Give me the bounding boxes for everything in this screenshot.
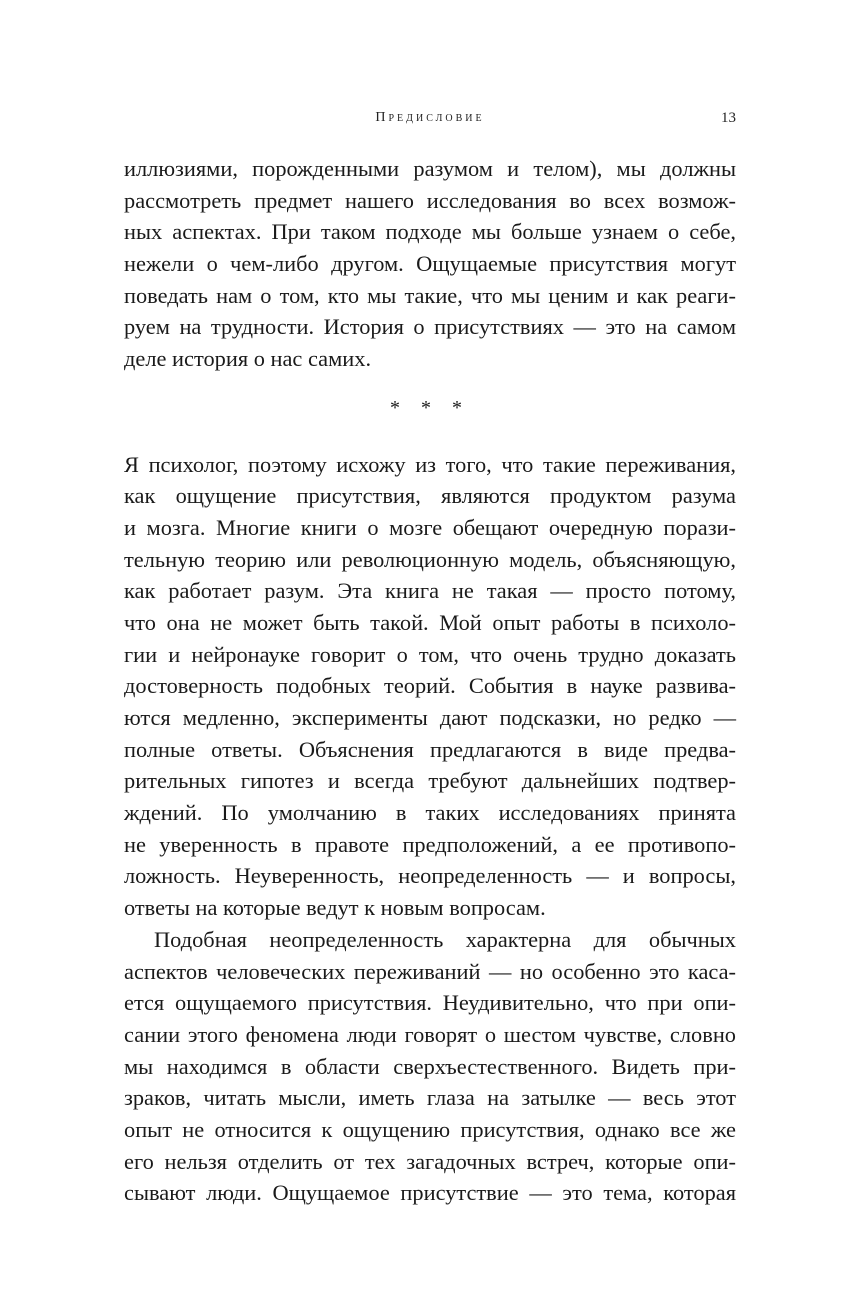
text-line: деле история о нас самих. xyxy=(124,346,372,372)
page-number: 13 xyxy=(721,110,736,126)
text-line: не уверенность в правоте предположений, а ее противопо- xyxy=(124,831,736,857)
running-head xyxy=(124,110,736,130)
text-line: рассмотреть предмет нашего исследования во всех возмож- xyxy=(124,187,736,213)
text-line: полные ответы. Объяснения предлагаются в виде предва- xyxy=(124,736,736,762)
text-line: и мозга. Многие книги о мозге обещают очередную порази- xyxy=(124,514,736,540)
text-line: ются медленно, эксперименты дают подсказки, но редко — xyxy=(124,705,736,730)
text-line: зраков, читать мысли, иметь глаза на затылке — весь этот xyxy=(124,1085,736,1111)
book-page xyxy=(124,0,736,1299)
text-line: аспектов человеческих переживаний — но особенно это каса- xyxy=(124,958,736,984)
text-line: ных аспектах. При таком подходе мы больше узнаем о себе, xyxy=(124,219,736,245)
text-line: иллюзиями, порожденными разумом и телом), мы должны xyxy=(124,156,736,181)
text-line: достоверность подобных теорий. События в науке развива- xyxy=(124,673,736,699)
text-line: Я психолог, поэтому исхожу из того, что такие переживания, xyxy=(124,451,736,477)
text-line: тельную теорию или революционную модель, объясняющую, xyxy=(124,546,736,572)
body-text xyxy=(124,153,736,1209)
text-line: опыт не относится к ощущению присутствия, однако все же xyxy=(124,1116,736,1142)
text-line: как ощущение присутствия, являются продуктом разума xyxy=(124,483,736,509)
text-line: руем на трудности. История о присутствиях — это на самом xyxy=(124,314,736,340)
text-line: мы находимся в области сверхъестественного. Видеть при- xyxy=(124,1053,736,1079)
text-line: его нельзя отделить от тех загадочных встреч, которые опи- xyxy=(124,1148,736,1174)
section-separator: * * * xyxy=(390,396,470,419)
text-line: ответы на которые ведут к новым вопросам. xyxy=(124,895,546,921)
text-line: как работает разум. Эта книга не такая — просто потому, xyxy=(124,578,736,604)
text-line: сании этого феномена люди говорят о шестом чувстве, словно xyxy=(124,1021,736,1047)
paragraph xyxy=(124,449,736,924)
text-line: рительных гипотез и всегда требуют дальнейших подтвер- xyxy=(124,768,736,794)
text-line: поведать нам о том, кто мы такие, что мы ценим и как реаги- xyxy=(124,282,736,308)
running-title: Предисловие xyxy=(375,110,485,125)
text-line: ется ощущаемого присутствия. Неудивительно, что при опи- xyxy=(124,990,736,1016)
paragraph xyxy=(124,924,736,1209)
text-line: что она не может быть такой. Мой опыт работы в психоло- xyxy=(124,609,736,635)
text-line: нежели о чем-либо другом. Ощущаемые присутствия могут xyxy=(124,251,736,277)
text-line: гии и нейронауке говорит о том, что очень трудно доказать xyxy=(124,641,736,667)
paragraph-continuation xyxy=(124,153,736,375)
text-line: Подобная неопределенность характерна для обычных xyxy=(154,926,736,952)
text-line: сывают люди. Ощущаемое присутствие — это тема, которая xyxy=(124,1180,736,1206)
text-line: ждений. По умолчанию в таких исследованиях принята xyxy=(124,800,736,826)
text-line: ложность. Неуверенность, неопределенность — и вопросы, xyxy=(124,863,736,889)
